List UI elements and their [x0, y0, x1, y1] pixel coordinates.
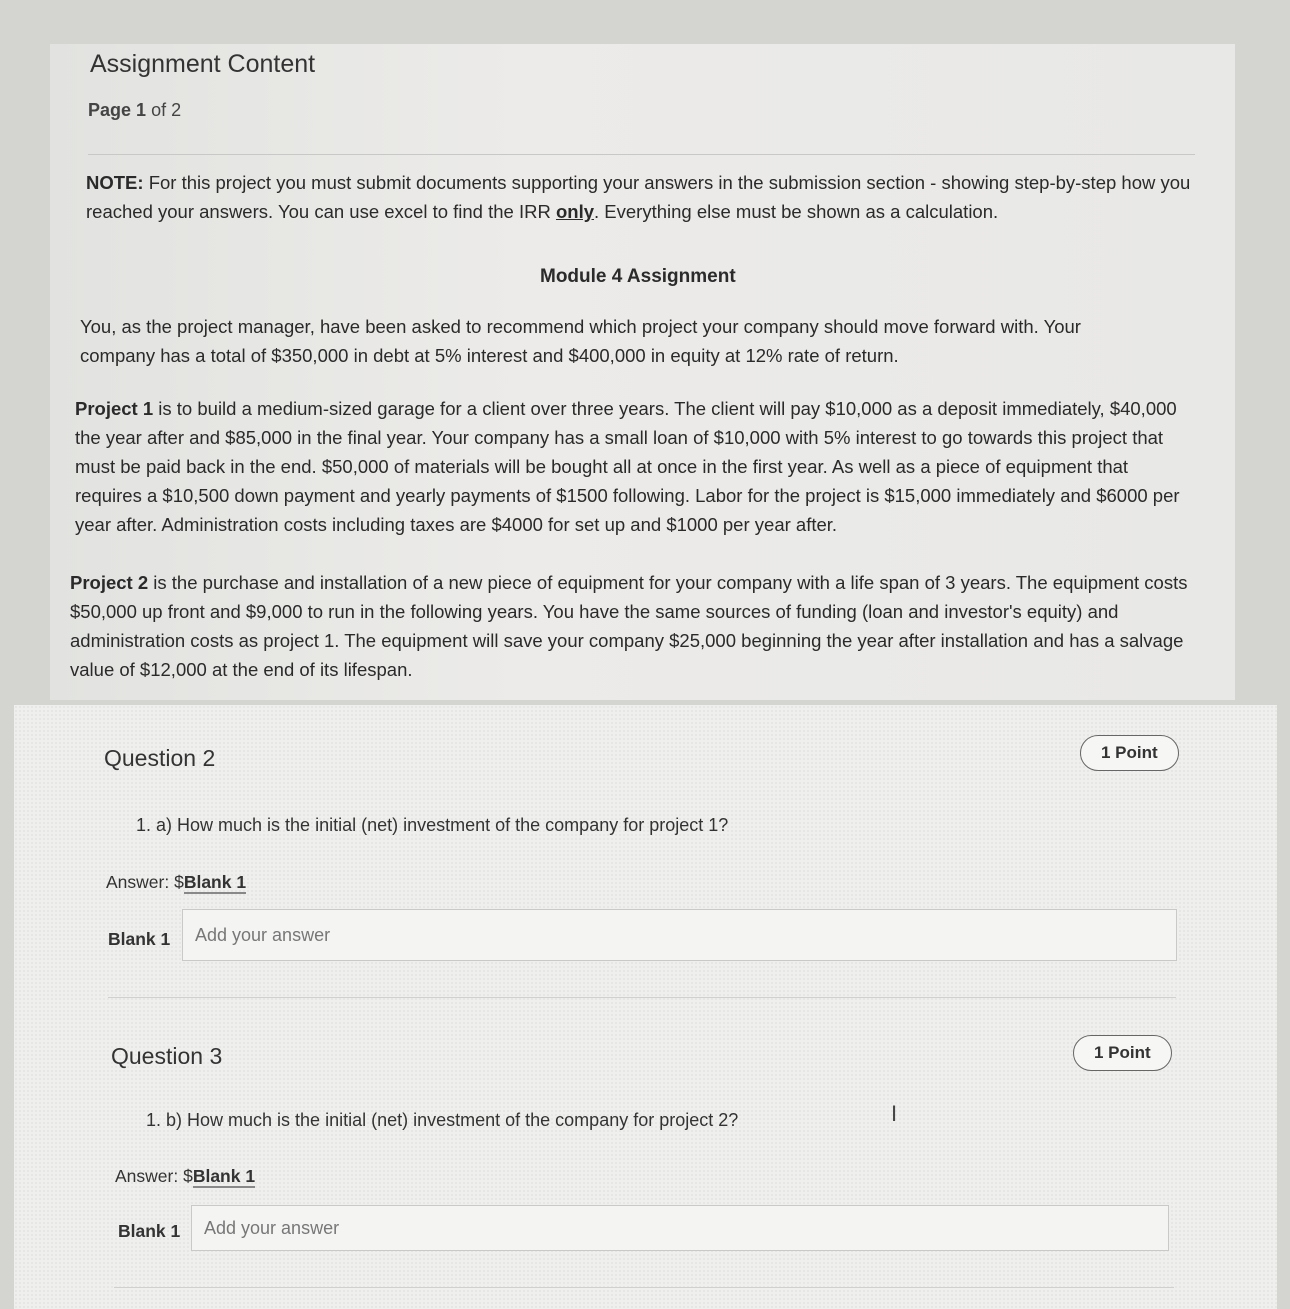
note-label: NOTE:	[86, 172, 144, 193]
question-3-text: 1. b) How much is the initial (net) investment of the company for project 2?	[146, 1110, 739, 1130]
divider	[108, 997, 1176, 998]
questions-panel	[14, 705, 1277, 1309]
note-text-end: . Everything else must be shown as a calculation.	[594, 201, 999, 222]
note-paragraph	[86, 168, 1196, 226]
module-title: Module 4 Assignment	[540, 266, 736, 287]
blank-label: Blank 1	[118, 1221, 181, 1241]
answer-blank-ref: Blank 1	[192, 1166, 256, 1186]
blank-label: Blank 1	[108, 929, 171, 949]
page-title: Assignment Content	[90, 50, 316, 78]
question-3-answer-input[interactable]: Add your answer	[191, 1205, 1169, 1251]
text-cursor-icon: I	[891, 1101, 898, 1126]
intro-paragraph: You, as the project manager, have been asked to recommend which project your company should move forward with. Your company has a total of $350,000 in debt at 5% interest and $400,000 in equity at 12% rate of return.	[80, 316, 1081, 366]
page-indicator	[88, 100, 181, 121]
project2-label: Project 2	[70, 572, 149, 593]
divider	[114, 1287, 1174, 1288]
question-3-title: Question 3	[111, 1043, 223, 1069]
project2-paragraph	[70, 568, 1190, 684]
project1-paragraph	[75, 394, 1185, 539]
page-total: of 2	[151, 100, 182, 120]
question-2-text: 1. a) How much is the initial (net) investment of the company for project 1?	[136, 815, 729, 835]
page-label: Page	[88, 100, 132, 120]
question-3-answer	[115, 1166, 255, 1187]
page-current: 1	[136, 100, 147, 120]
question-2-answer	[106, 872, 246, 893]
project2-text: is the purchase and installation of a new piece of equipment for your company with a life span of 3 years. The equipment costs $50,000 up front and $9,000 to run in the following years. You have the same sources of funding (loan and investor's equity) and administration costs as project 1. The equipment will save your company $25,000 beginning the year after installation and has a salvage value of $12,000 at the end of its lifespan.	[70, 572, 1188, 680]
note-emphasis: only	[555, 201, 595, 222]
project1-text: is to build a medium-sized garage for a client over three years. The client will pay $10,000 as a deposit immediately, $40,000 the year after and $85,000 in the final year. Your company has a small loan of $10,000 with 5% interest to go towards this project that must be paid back in the end. $50,000 of materials will be bought all at once in the first year. As well as a piece of equipment that requires a $10,500 down payment and yearly payments of $1500 following. Labor for the project is $15,000 immediately and $6000 per year after. Administration costs including taxes are $4000 for set up and $1000 per year after.	[75, 398, 1180, 535]
question-3-points-badge: 1 Point	[1073, 1035, 1172, 1071]
question-2-title: Question 2	[104, 745, 216, 771]
divider	[88, 154, 1195, 155]
assignment-content-panel	[50, 44, 1235, 700]
question-2-answer-input[interactable]: Add your answer	[182, 909, 1177, 961]
answer-prefix: Answer: $	[115, 1166, 193, 1186]
question-2-points-badge: 1 Point	[1080, 735, 1179, 771]
answer-prefix: Answer: $	[106, 872, 184, 892]
answer-blank-ref: Blank 1	[183, 872, 247, 892]
project1-label: Project 1	[75, 398, 154, 419]
note-text: For this project you must submit documents supporting your answers in the submission section - showing step-by-step how you reached your answers. You can use excel to find the IRR	[86, 172, 1191, 222]
